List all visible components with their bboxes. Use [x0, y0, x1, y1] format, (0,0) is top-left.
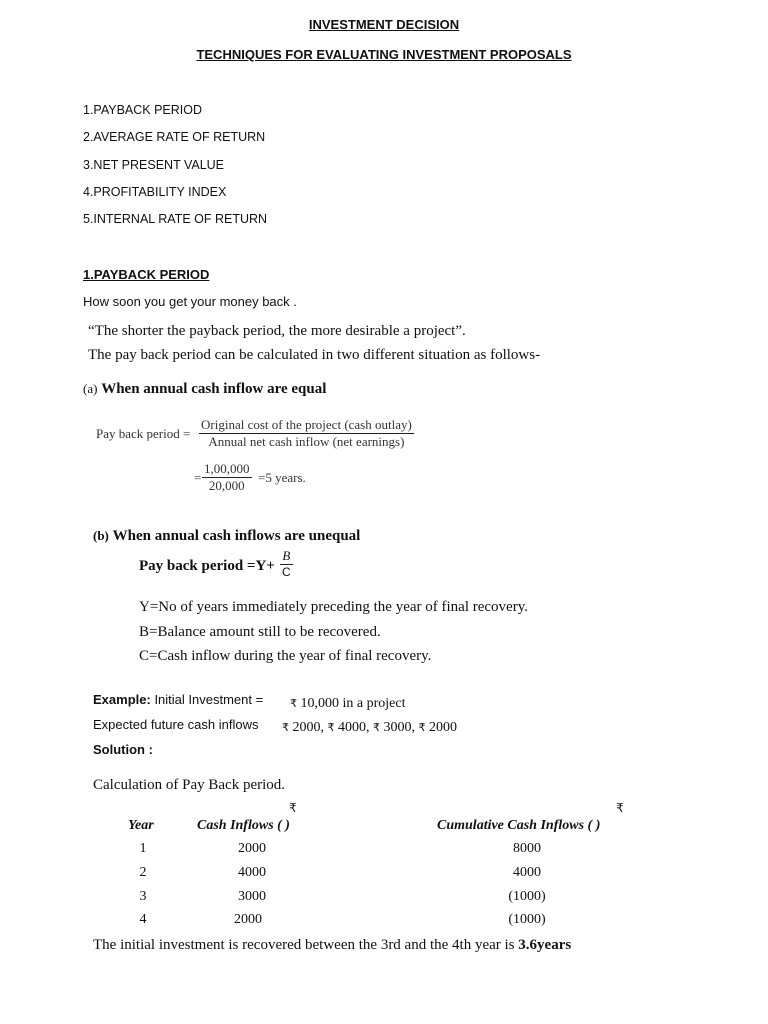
- list-item: 5.INTERNAL RATE OF RETURN: [83, 212, 268, 226]
- calculation-title: Calculation of Pay Back period.: [93, 777, 286, 793]
- table-cell-inflow: 2000: [238, 841, 266, 856]
- example-a-eq: =: [194, 470, 202, 485]
- case-a-title: When annual cash inflow are equal: [101, 381, 327, 397]
- formula-a-numerator: Original cost of the project (cash outlay): [201, 417, 412, 432]
- table-header-cash-inflows: Cash Inflows ( ): [197, 818, 290, 833]
- definition-b: B=Balance amount still to be recovered.: [139, 624, 381, 640]
- intro-text: The pay back period can be calculated in two different situation as follows-: [88, 347, 541, 363]
- rupee-icon: ₹: [290, 697, 297, 710]
- formula-a-fraction: [199, 417, 414, 450]
- future-inflows-values: ₹ 2000, ₹ 4000, ₹ 3000, ₹ 2000: [282, 720, 457, 735]
- table-cell-inflow: 4000: [238, 865, 266, 880]
- list-item: 1.PAYBACK PERIOD: [83, 103, 203, 117]
- formula-b-denominator: C: [282, 565, 291, 579]
- section-tagline: How soon you get your money back .: [83, 294, 297, 309]
- future-inflows-label: Expected future cash inflows: [93, 717, 259, 732]
- rupee-icon: ₹: [282, 721, 289, 734]
- table-cell-year: 4: [139, 912, 147, 927]
- initial-investment-value: ₹ 10,000 in a project: [290, 696, 406, 711]
- list-item: 4.PROFITABILITY INDEX: [83, 185, 227, 199]
- example-a-denominator: 20,000: [208, 478, 245, 493]
- formula-a-denominator: Annual net cash inflow (net earnings): [208, 434, 405, 449]
- initial-investment-label: Initial Investment =: [154, 692, 264, 707]
- case-b-title: When annual cash inflows are unequal: [112, 528, 361, 544]
- table-cell-inflow: 2000: [234, 912, 262, 927]
- example-initial-line: [93, 692, 263, 707]
- table-cell-cumulative: 4000: [513, 865, 541, 880]
- formula-a-lhs: Pay back period =: [96, 426, 191, 441]
- case-b-label: (b): [93, 528, 109, 543]
- table-cell-inflow: 3000: [238, 889, 266, 904]
- example-a-result: =5 years.: [258, 470, 306, 485]
- table-cell-cumulative: (1000): [508, 912, 546, 927]
- table-header-cumulative: Cumulative Cash Inflows ( ): [437, 818, 601, 833]
- definition-c: C=Cash inflow during the year of final recovery.: [139, 648, 432, 664]
- page-subtitle: TECHNIQUES FOR EVALUATING INVESTMENT PROPOSALS: [196, 47, 572, 62]
- formula-b-numerator: B: [282, 548, 291, 563]
- rupee-icon: ₹: [373, 721, 380, 734]
- page-title: INVESTMENT DECISION: [308, 17, 460, 32]
- table-cell-year: 3: [139, 889, 147, 904]
- conclusion-result: 3.6years: [518, 937, 572, 953]
- formula-b-fraction: [280, 548, 293, 579]
- case-a-heading: [83, 381, 326, 398]
- example-a-numerator: 1,00,000: [204, 461, 250, 476]
- table-cell-year: 2: [139, 865, 147, 880]
- rupee-icon: ₹: [327, 721, 335, 734]
- formula-b-lhs: Pay back period =Y+: [139, 558, 275, 574]
- example-a-fraction: [202, 461, 252, 494]
- list-item: 3.NET PRESENT VALUE: [83, 158, 225, 172]
- example-label: Example:: [93, 692, 151, 707]
- list-item: 2.AVERAGE RATE OF RETURN: [83, 130, 266, 144]
- rupee-icon: ₹: [616, 801, 624, 815]
- section-heading: 1.PAYBACK PERIOD: [83, 267, 210, 282]
- table-cell-year: 1: [139, 841, 147, 856]
- conclusion-text: The initial investment is recovered between the 3rd and the 4th year is 3.6years: [93, 937, 572, 953]
- quote-text: “The shorter the payback period, the more desirable a project”.: [88, 323, 466, 339]
- case-b-heading: [93, 528, 360, 545]
- case-a-label: (a): [83, 381, 98, 396]
- table-header-year: Year: [128, 818, 154, 833]
- solution-label: Solution :: [93, 742, 153, 757]
- rupee-icon: ₹: [418, 721, 426, 734]
- table-cell-cumulative: (1000): [508, 889, 546, 904]
- rupee-icon: ₹: [289, 801, 297, 815]
- table-cell-cumulative: 8000: [513, 841, 541, 856]
- definition-y: Y=No of years immediately preceding the year of final recovery.: [139, 599, 528, 615]
